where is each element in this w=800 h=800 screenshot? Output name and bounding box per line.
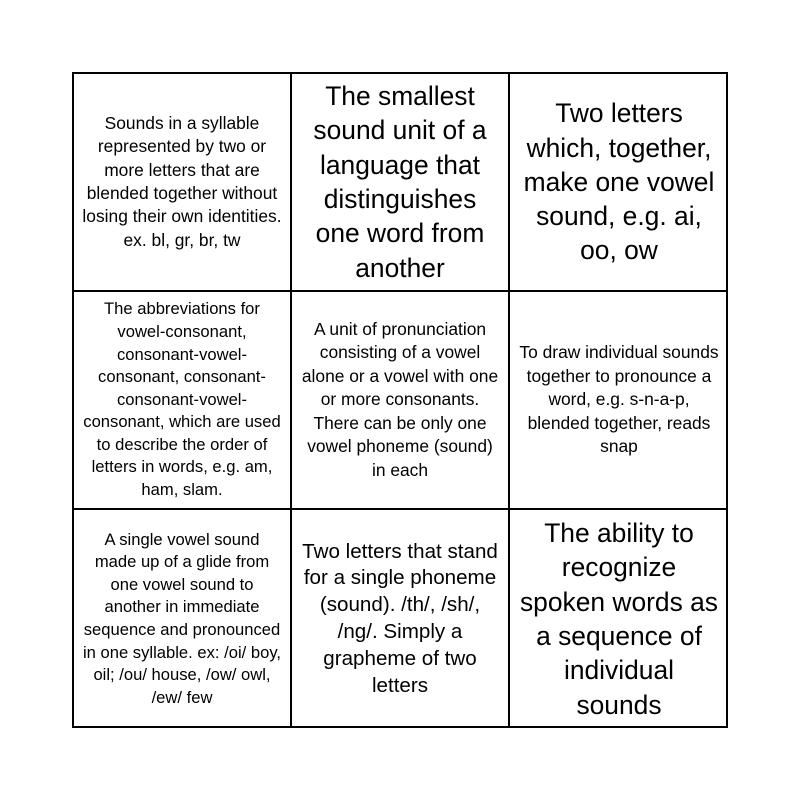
bingo-cell-r1c3[interactable]: Two letters which, together, make one vowel sound, e.g. ai, oo, ow	[510, 74, 728, 292]
bingo-cell-r1c1[interactable]: Sounds in a syllable represented by two or more letters that are blended together without losing their own identities. ex. bl, gr, br, tw	[74, 74, 292, 292]
bingo-cell-r3c1[interactable]: A single vowel sound made up of a glide from one vowel sound to another in immediate sequence and pronounced in one syllable. ex: /oi/ boy, oil; /ou/ house, /ow/ owl, /ew/ few	[74, 510, 292, 728]
bingo-cell-r3c3[interactable]: The ability to recognize spoken words as a sequence of individual sounds	[519, 518, 719, 720]
bingo-cell-r2c2[interactable]: A unit of pronunciation consisting of a vowel alone or a vowel with one or more consonants. There can be only one vowel phoneme (sound) in each	[292, 292, 510, 510]
bingo-board	[72, 72, 728, 728]
bingo-cell-r3c2[interactable]: Two letters that stand for a single phoneme (sound). /th/, /sh/, /ng/. Simply a grapheme of two letters	[292, 510, 510, 728]
bingo-cell-r2c3[interactable]: To draw individual sounds together to pronounce a word, e.g. s-n-a-p, blended together, reads snap	[510, 292, 728, 510]
bingo-cell-r2c1[interactable]: The abbreviations for vowel-consonant, consonant-vowel-consonant, consonant-consonant-vowel-consonant, which are used to describe the order of letters in words, e.g. am, ham, slam.	[74, 292, 292, 510]
bingo-cell-r1c2[interactable]: The smallest sound unit of a language that distinguishes one word from another	[292, 74, 510, 292]
